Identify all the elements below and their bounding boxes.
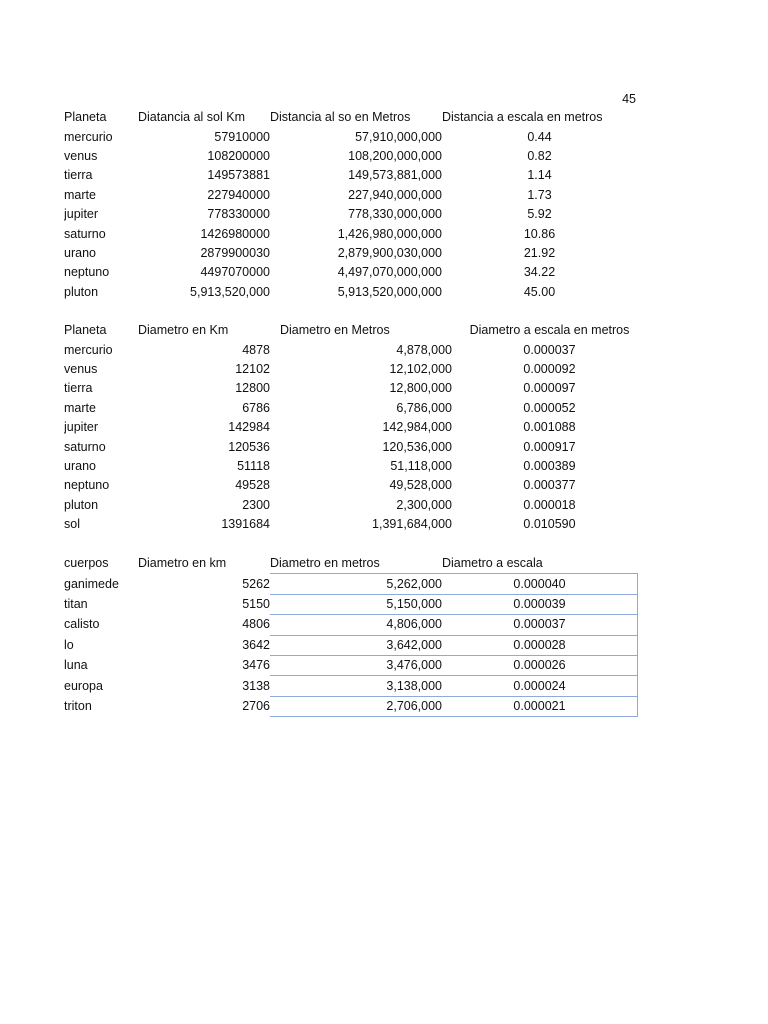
table-row bbox=[64, 515, 647, 534]
value-cell-2: 2,706,000 bbox=[270, 696, 442, 716]
header-row bbox=[64, 321, 647, 340]
name-cell: saturno bbox=[64, 226, 106, 241]
value-cell-3: 1.14 bbox=[527, 168, 552, 183]
value-cell-3: 0.000039 bbox=[442, 594, 638, 614]
planet-distance-table bbox=[64, 108, 637, 302]
value-cell-2: 1,426,980,000,000 bbox=[337, 226, 442, 241]
value-cell-3: 0.82 bbox=[527, 148, 552, 163]
value-cell-1: 5262 bbox=[242, 576, 270, 591]
name-cell: saturno bbox=[64, 439, 106, 454]
value-cell-2: 3,642,000 bbox=[270, 635, 442, 655]
value-cell-2: 4,497,070,000,000 bbox=[337, 265, 442, 280]
value-cell-2: 49,528,000 bbox=[389, 478, 452, 493]
name-cell: marte bbox=[64, 187, 96, 202]
value-cell-3: 21.92 bbox=[523, 245, 556, 260]
name-cell: mercurio bbox=[64, 129, 113, 144]
value-cell-1: 5150 bbox=[242, 596, 270, 611]
value-cell-1: 57910000 bbox=[214, 129, 270, 144]
name-cell: pluton bbox=[64, 497, 99, 512]
table-row bbox=[64, 340, 647, 359]
table-row bbox=[64, 127, 637, 146]
table-row bbox=[64, 676, 638, 696]
value-cell-3: 0.000037 bbox=[523, 342, 576, 357]
value-cell-2: 6,786,000 bbox=[396, 400, 452, 415]
table-row bbox=[64, 147, 637, 166]
value-cell-2: 2,300,000 bbox=[396, 497, 452, 512]
value-cell-1: 4806 bbox=[242, 617, 270, 632]
table-row bbox=[64, 360, 647, 379]
name-cell: venus bbox=[64, 148, 98, 163]
value-cell-3: 0.010590 bbox=[523, 517, 576, 532]
value-cell-1: 142984 bbox=[228, 420, 270, 435]
value-cell-3: 0.000026 bbox=[442, 655, 638, 675]
value-cell-3: 0.000052 bbox=[523, 400, 576, 415]
name-cell: pluton bbox=[64, 284, 99, 299]
column-header: Diametro en Metros bbox=[280, 323, 390, 338]
name-cell: neptuno bbox=[64, 265, 110, 280]
value-cell-1: 1426980000 bbox=[200, 226, 270, 241]
name-cell: neptuno bbox=[64, 478, 110, 493]
name-cell: luna bbox=[64, 658, 88, 673]
value-cell-1: 49528 bbox=[235, 478, 270, 493]
value-cell-1: 51118 bbox=[237, 458, 270, 473]
table-row bbox=[64, 635, 638, 655]
table-row bbox=[64, 574, 638, 594]
table-row bbox=[64, 166, 637, 185]
column-header: Diatancia al sol Km bbox=[138, 110, 245, 125]
value-cell-3: 0.001088 bbox=[523, 420, 576, 435]
value-cell-2: 3,138,000 bbox=[270, 676, 442, 696]
table-row bbox=[64, 399, 647, 418]
value-cell-2: 108,200,000,000 bbox=[348, 148, 442, 163]
value-cell-3: 45.00 bbox=[523, 284, 556, 299]
table-row bbox=[64, 205, 637, 224]
table-row bbox=[64, 496, 647, 515]
value-cell-2: 142,984,000 bbox=[382, 420, 452, 435]
value-cell-2: 778,330,000,000 bbox=[348, 207, 442, 222]
value-cell-1: 120536 bbox=[228, 439, 270, 454]
value-cell-2: 51,118,000 bbox=[390, 458, 452, 473]
header-row bbox=[64, 108, 637, 127]
value-cell-2: 4,806,000 bbox=[270, 615, 442, 635]
value-cell-3: 0.000018 bbox=[523, 497, 576, 512]
value-cell-1: 2300 bbox=[242, 497, 270, 512]
name-cell: europa bbox=[64, 678, 103, 693]
table-row bbox=[64, 476, 647, 495]
table-row bbox=[64, 437, 647, 456]
value-cell-1: 2879900030 bbox=[200, 245, 270, 260]
name-cell: marte bbox=[64, 400, 96, 415]
table-row bbox=[64, 186, 637, 205]
name-cell: ganimede bbox=[64, 576, 119, 591]
value-cell-3: 1.73 bbox=[527, 187, 552, 202]
name-cell: tierra bbox=[64, 381, 93, 396]
value-cell-1: 108200000 bbox=[207, 148, 270, 163]
value-cell-3: 0.000389 bbox=[523, 458, 576, 473]
name-cell: tierra bbox=[64, 168, 93, 183]
column-header: cuerpos bbox=[64, 556, 109, 571]
column-header: Diametro en Km bbox=[138, 323, 229, 338]
value-cell-1: 2706 bbox=[242, 698, 270, 713]
value-cell-2: 12,102,000 bbox=[389, 361, 452, 376]
value-cell-1: 4497070000 bbox=[200, 265, 270, 280]
value-cell-2: 120,536,000 bbox=[382, 439, 452, 454]
column-header: Diametro en metros bbox=[270, 556, 380, 571]
table-row bbox=[64, 379, 647, 398]
planet-distance-table-body bbox=[64, 108, 637, 302]
planet-diameter-table bbox=[64, 321, 647, 534]
column-header: Diametro en km bbox=[138, 556, 227, 571]
table-row bbox=[64, 263, 637, 282]
table-row bbox=[64, 655, 638, 675]
table-row bbox=[64, 418, 647, 437]
value-cell-2: 5,913,520,000,000 bbox=[337, 284, 442, 299]
column-header: Diametro a escala en metros bbox=[469, 323, 630, 338]
column-header: Planeta bbox=[64, 323, 107, 338]
value-cell-2: 149,573,881,000 bbox=[348, 168, 442, 183]
column-header: Distancia a escala en metros bbox=[442, 110, 603, 125]
value-cell-3: 0.000097 bbox=[523, 381, 576, 396]
name-cell: mercurio bbox=[64, 342, 113, 357]
value-cell-2: 3,476,000 bbox=[270, 655, 442, 675]
table-row bbox=[64, 594, 638, 614]
value-cell-2: 1,391,684,000 bbox=[372, 517, 452, 532]
name-cell: urano bbox=[64, 245, 96, 260]
value-cell-2: 5,262,000 bbox=[270, 574, 442, 594]
table-row bbox=[64, 457, 647, 476]
name-cell: calisto bbox=[64, 617, 100, 632]
value-cell-3: 0.000037 bbox=[442, 615, 638, 635]
value-cell-3: 0.000377 bbox=[523, 478, 576, 493]
value-cell-2: 57,910,000,000 bbox=[355, 129, 442, 144]
table-row bbox=[64, 244, 637, 263]
value-cell-1: 149573881 bbox=[207, 168, 270, 183]
value-cell-1: 3476 bbox=[242, 658, 270, 673]
value-cell-3: 0.44 bbox=[527, 129, 552, 144]
value-cell-3: 0.000917 bbox=[523, 439, 576, 454]
value-cell-1: 4878 bbox=[242, 342, 270, 357]
value-cell-2: 5,150,000 bbox=[270, 594, 442, 614]
value-cell-1: 6786 bbox=[242, 400, 270, 415]
table-row bbox=[64, 696, 638, 716]
value-cell-3: 0.000028 bbox=[442, 635, 638, 655]
table-row bbox=[64, 224, 637, 243]
value-cell-1: 778330000 bbox=[207, 207, 270, 222]
value-cell-3: 0.000092 bbox=[523, 361, 576, 376]
value-cell-3: 34.22 bbox=[523, 265, 556, 280]
column-header: Diametro a escala bbox=[442, 556, 543, 571]
value-cell-1: 5,913,520,000 bbox=[190, 284, 270, 299]
table-row bbox=[64, 615, 638, 635]
value-cell-1: 12800 bbox=[235, 381, 270, 396]
name-cell: titan bbox=[64, 596, 88, 611]
value-cell-2: 4,878,000 bbox=[396, 342, 452, 357]
value-cell-2: 227,940,000,000 bbox=[348, 187, 442, 202]
value-cell-3: 5.92 bbox=[527, 207, 552, 222]
name-cell: sol bbox=[64, 517, 80, 532]
page-number: 45 bbox=[622, 92, 636, 106]
planet-diameter-table-body bbox=[64, 321, 647, 534]
value-cell-1: 12102 bbox=[235, 361, 270, 376]
moon-diameter-table-body bbox=[64, 554, 638, 717]
value-cell-3: 0.000024 bbox=[442, 676, 638, 696]
value-cell-2: 12,800,000 bbox=[389, 381, 452, 396]
value-cell-1: 3642 bbox=[242, 637, 270, 652]
value-cell-1: 3138 bbox=[242, 678, 270, 693]
name-cell: jupiter bbox=[64, 420, 99, 435]
moon-diameter-table bbox=[64, 554, 638, 717]
column-header: Distancia al so en Metros bbox=[270, 110, 411, 125]
header-row bbox=[64, 554, 638, 574]
table-row bbox=[64, 283, 637, 302]
name-cell: triton bbox=[64, 698, 92, 713]
name-cell: jupiter bbox=[64, 207, 99, 222]
value-cell-3: 0.000040 bbox=[442, 574, 638, 594]
value-cell-3: 10.86 bbox=[523, 226, 556, 241]
value-cell-1: 1391684 bbox=[221, 517, 270, 532]
value-cell-1: 227940000 bbox=[207, 187, 270, 202]
value-cell-3: 0.000021 bbox=[442, 696, 638, 716]
name-cell: urano bbox=[64, 458, 96, 473]
name-cell: venus bbox=[64, 361, 98, 376]
value-cell-2: 2,879,900,030,000 bbox=[337, 245, 442, 260]
name-cell: lo bbox=[64, 637, 74, 652]
column-header: Planeta bbox=[64, 110, 107, 125]
